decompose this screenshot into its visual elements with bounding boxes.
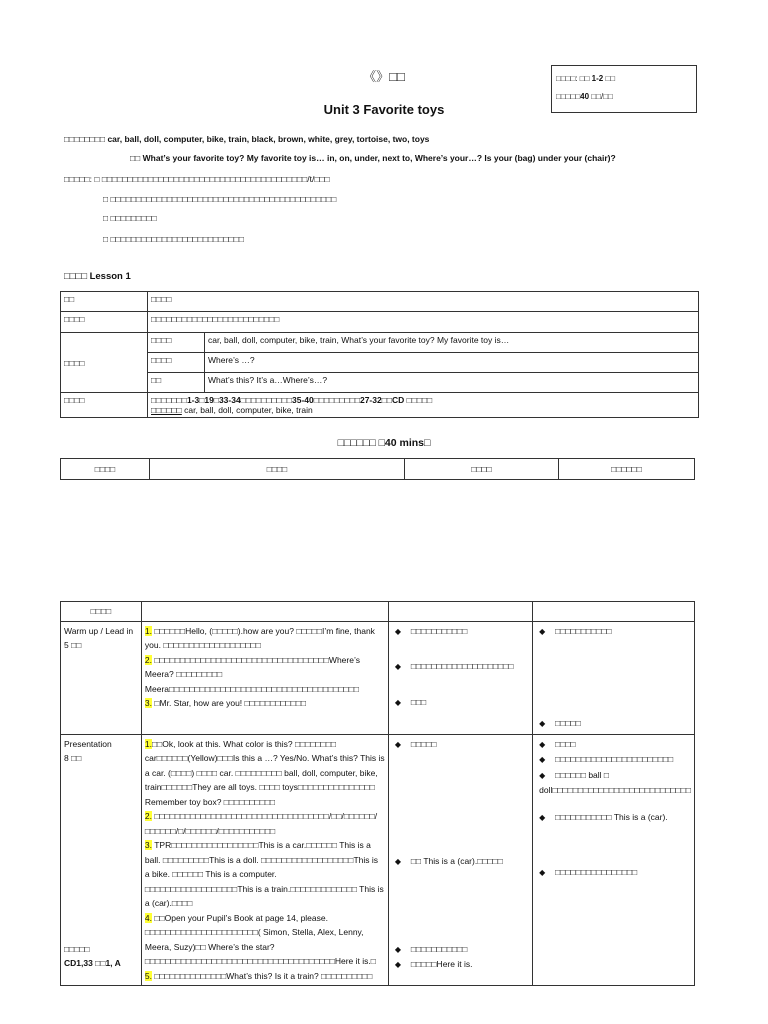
presentation-student-3: ◆ □□□□□□□□□□□	[395, 942, 529, 958]
lesson-label: □□□□ Lesson 1	[64, 271, 131, 282]
presentation-student-4: ◆ □□□□□Here it is.	[395, 957, 529, 973]
info-box	[551, 65, 697, 113]
presentation-stage-cell	[61, 734, 142, 986]
info-line-period: □□□□: □□ 1-2 □□	[556, 74, 616, 83]
header-purpose: □□□□□□	[559, 459, 695, 480]
process-table	[60, 601, 695, 986]
document-title: 《》□□	[363, 69, 405, 84]
row-content-label: □□□□	[61, 333, 148, 393]
unit-title: Unit 3 Favorite toys	[323, 102, 445, 117]
process-title: □□□□□□ □40 mins□	[337, 437, 431, 449]
content-grammar-label: □□□□	[148, 353, 205, 373]
sentence-line: □□ What’s your favorite toy? My favorite toy is… in, on, under, next to, Where’s your…? Is your (bag) under your (chair)?	[130, 153, 616, 163]
presentation-activity	[141, 734, 388, 986]
presentation-purpose-4: ◆ □□□□□□□□□□□ This is a (car).	[539, 810, 691, 826]
presentation-purpose-1: ◆ □□□□	[539, 737, 691, 753]
warmup-student-1: ◆ □□□□□□□□□□□	[395, 624, 529, 640]
content-sentence-label: □□	[148, 373, 205, 393]
presentation-purpose	[533, 734, 695, 986]
main-header-empty-3	[533, 602, 695, 622]
warmup-student	[388, 621, 532, 734]
warmup-step-1: 1. □□□□□□Hello, (□□□□□).how are you? □□□□□I’m fine, thank you. □□□□□□□□□□□□□□□□□□□	[144, 625, 375, 650]
main-header-empty-2	[388, 602, 532, 622]
row-topic-value: □□□□	[148, 292, 699, 312]
content-sentence-value: What’s this? It’s a…Where’s…?	[205, 373, 699, 393]
main-header-empty-1	[141, 602, 388, 622]
presentation-purpose-2: ◆ □□□□□□□□□□□□□□□□□□□□□□□	[539, 752, 691, 768]
resources-line-1: □□□□□□□1-3□19□33-34□□□□□□□□□□35-40□□□□□□□□□27-32□□CD □□□□□	[151, 395, 433, 405]
goal-line-3: □ □□□□□□□□□	[103, 213, 157, 223]
presentation-step-5: 5. □□□□□□□□□□□□□□What’s this? Is it a train? □□□□□□□□□□	[144, 970, 373, 981]
presentation-student-2: ◆ □□ This is a (car).□□□□□	[395, 854, 529, 870]
warmup-purpose-2: ◆ □□□□□	[539, 716, 691, 732]
warmup-stage-cell	[61, 621, 142, 734]
row-resources-label: □□□□	[61, 393, 148, 418]
resources-line-2: □□□□□□ car, ball, doll, computer, bike, train	[151, 405, 313, 415]
presentation-step-2: 2. □□□□□□□□□□□□□□□□□□□□□□□□□□□□□□□□□□/□□/□□□□□□/□□□□□□/□/□□□□□□/□□□□□□□□□□□	[144, 811, 378, 836]
content-grammar-value: Where’s …?	[205, 353, 699, 373]
presentation-time: 8 □□	[64, 753, 82, 763]
process-header-table	[60, 458, 695, 480]
presentation-stage: Presentation	[64, 738, 112, 749]
content-vocab-label: □□□□	[148, 333, 205, 353]
lesson-info-table	[60, 291, 699, 418]
warmup-step-2: 2. □□□□□□□□□□□□□□□□□□□□□□□□□□□□□□□□□□Where’s Meera? □□□□□□□□□ Meera□□□□□□□□□□□□□□□□□□□□□□□□□□□□□□□□□□□□□	[144, 654, 360, 694]
warmup-activity	[141, 621, 388, 734]
presentation-student-1: ◆ □□□□□	[395, 737, 529, 753]
warmup-time: 5 □□	[64, 640, 82, 650]
header-activity: □□□□	[150, 459, 405, 480]
presentation-purpose-5: ◆ □□□□□□□□□□□□□□□□	[539, 865, 691, 881]
goal-line-2: □ □□□□□□□□□□□□□□□□□□□□□□□□□□□□□□□□□□□□□□□□□□□□	[103, 194, 337, 204]
row-resources-value	[148, 393, 699, 418]
header-stage: □□□□	[61, 459, 150, 480]
row-goal-label: □□□□	[61, 312, 148, 333]
warmup-step-3: 3. □Mr. Star, how are you! □□□□□□□□□□□□	[144, 698, 307, 708]
presentation-audio-track: CD1,33 □□1, A	[64, 958, 121, 968]
info-line-duration: □□□□□40 □□/□□	[556, 92, 613, 101]
row-topic-label: □□	[61, 292, 148, 312]
content-vocab-value: car, ball, doll, computer, bike, train, What’s your favorite toy? My favorite toy is…	[205, 333, 699, 353]
presentation-student	[388, 734, 532, 986]
presentation-step-3: 3. TPR□□□□□□□□□□□□□□□□□This is a car.□□□□□□ This is a ball. □□□□□□□□□This is a doll. □□□□□□□□□□□□□□□□□□This is a bike. □□□□□□ This is a computer. □□□□□□□□□□□□□□□□□□This is a train.□□□□□□□□□□□□□ This is a (car).□□□□	[144, 840, 384, 908]
warmup-purpose-1: ◆ □□□□□□□□□□□	[539, 624, 691, 640]
presentation-step-1: 1.□□Ok, look at this. What color is this? □□□□□□□□ car□□□□□□(Yellow)□□□Is this a …? Yes/No. What’s this? This is a car. (□□□□) □□□□ car. □□□□□□□□□ ball, doll, computer, bike, train□□□□□□They are all toys. □□□□ toys□□□□□□□□□□□□□□□ Remember toy box? □□□□□□□□□□	[144, 738, 385, 807]
main-header-stage: □□□□	[61, 602, 142, 622]
warmup-student-2: ◆ □□□□□□□□□□□□□□□□□□□□	[395, 659, 529, 675]
vocabulary-line: □□□□□□□□ car, ball, doll, computer, bike, train, black, brown, white, grey, tortoise, two, toys	[64, 134, 430, 144]
presentation-step-4: 4. □□Open your Pupil’s Book at page 14, please. □□□□□□□□□□□□□□□□□□□□□□( Simon, Stella, Alex, Lenny, Meera, Suzy)□□ Where’s the star? □□□□□□□□□□□□□□□□□□□□□□□□□□□□□□□□□□□□□Here it is.□	[144, 912, 376, 966]
goal-line-4: □ □□□□□□□□□□□□□□□□□□□□□□□□□□	[103, 234, 244, 244]
warmup-stage: Warm up / Lead in	[64, 625, 134, 636]
warmup-student-3: ◆ □□□	[395, 695, 529, 711]
goal-line-1: □□□□□: □ □□□□□□□□□□□□□□□□□□□□□□□□□□□□□□□□□□□□□□□□/t/□□□	[64, 174, 330, 184]
presentation-audio: □□□□□	[64, 943, 90, 954]
row-goal-value: □□□□□□□□□□□□□□□□□□□□□□□□□	[148, 312, 699, 333]
warmup-purpose	[533, 621, 695, 734]
header-student: □□□□	[405, 459, 559, 480]
presentation-purpose-3: ◆ □□□□□□ ball □ doll□□□□□□□□□□□□□□□□□□□□□□□□□□□	[539, 768, 691, 798]
